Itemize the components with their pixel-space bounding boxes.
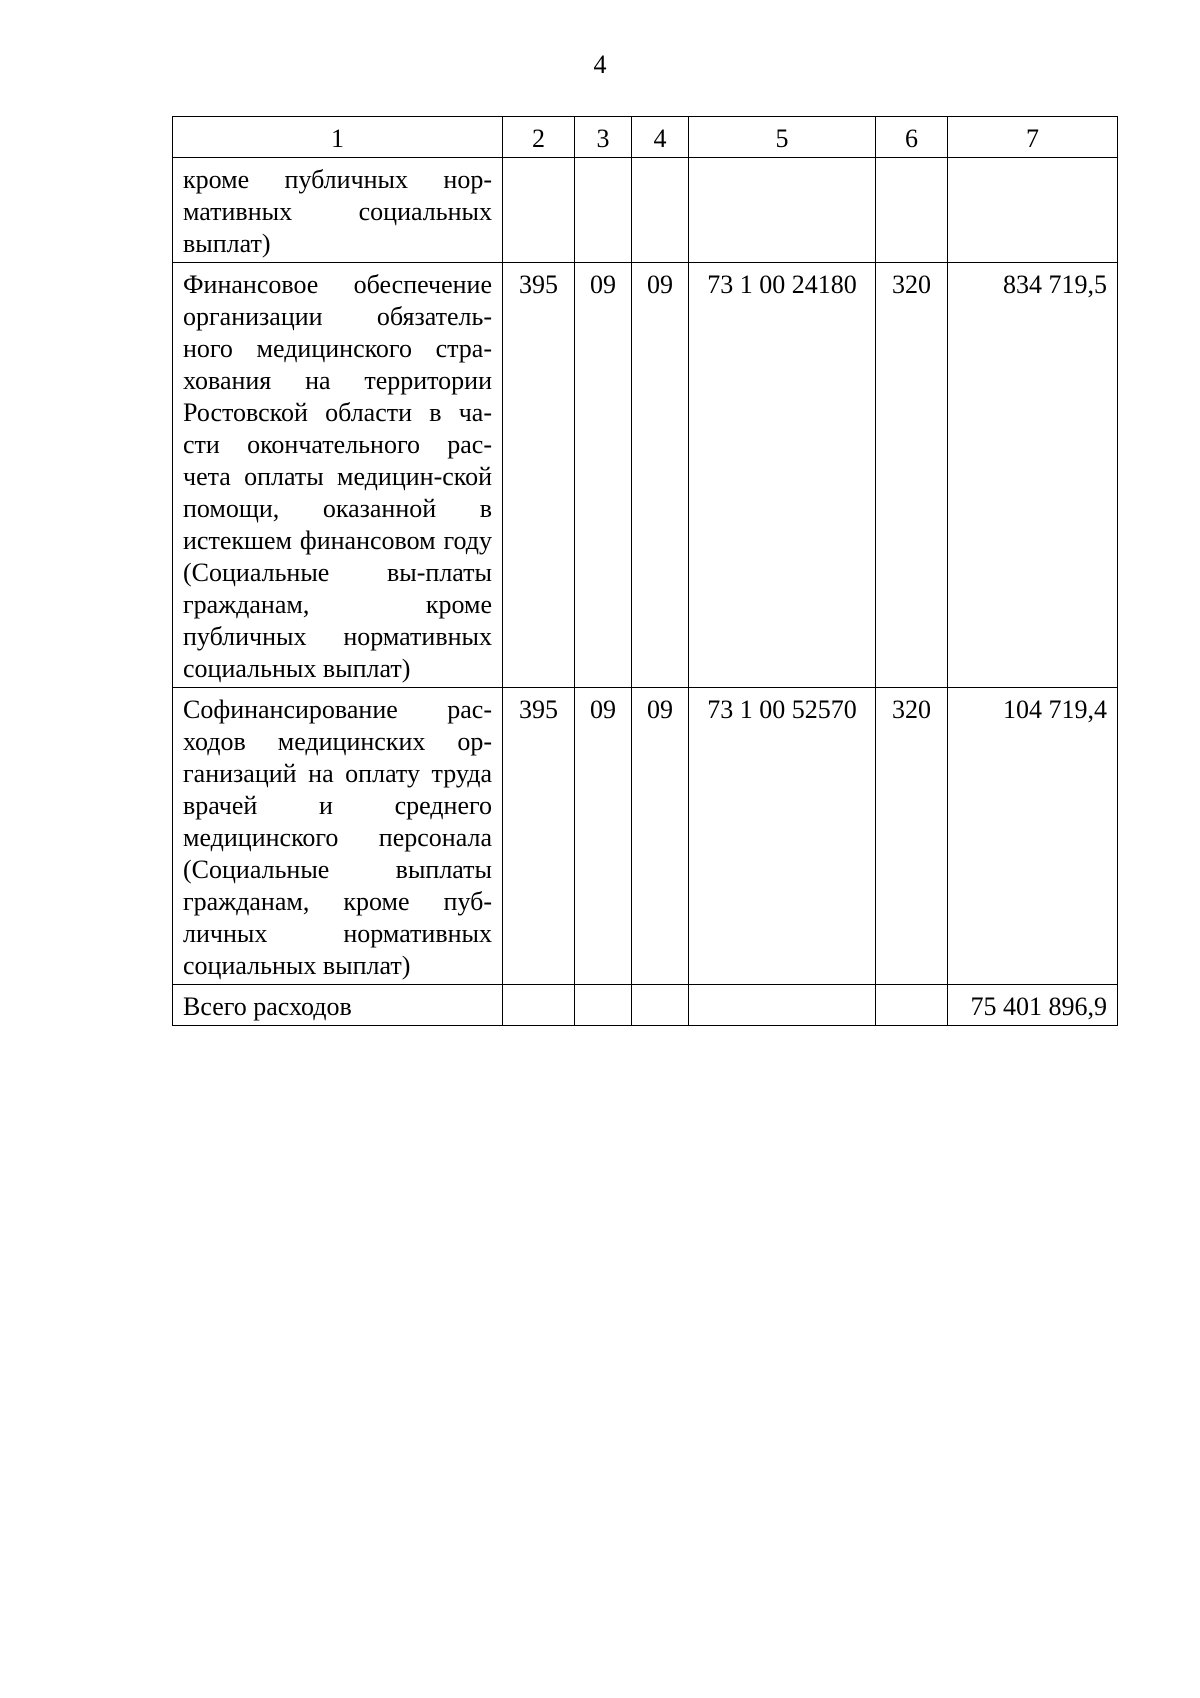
row-code-2: 395 [503, 263, 575, 688]
row-code-4: 09 [632, 688, 689, 985]
column-header-1: 1 [173, 117, 503, 158]
column-header-4: 4 [632, 117, 689, 158]
row-code-6: 320 [876, 263, 948, 688]
total-label: Всего расходов [173, 985, 503, 1026]
row-code-3: 09 [575, 688, 632, 985]
budget-table [172, 116, 1118, 1026]
row-code-5 [689, 158, 876, 263]
row-code-2: 395 [503, 688, 575, 985]
row-code-3 [575, 985, 632, 1026]
row-code-5 [689, 985, 876, 1026]
row-code-6 [876, 158, 948, 263]
column-header-2: 2 [503, 117, 575, 158]
row-code-2 [503, 158, 575, 263]
row-code-6: 320 [876, 688, 948, 985]
row-code-5: 73 1 00 24180 [689, 263, 876, 688]
row-code-4: 09 [632, 263, 689, 688]
page-number: 4 [593, 50, 607, 79]
table-row [173, 263, 1118, 688]
row-code-4 [632, 158, 689, 263]
total-amount: 75 401 896,9 [948, 985, 1118, 1026]
row-description: Софинансирование рас-ходов медицинских ор-ганизаций на оплату труда врачей и среднего медицинского персонала (Социальные выплаты гражданам, кроме пуб-личных нормативных социальных выплат) [173, 688, 503, 985]
row-amount [948, 158, 1118, 263]
table-total-row [173, 985, 1118, 1026]
row-code-5: 73 1 00 52570 [689, 688, 876, 985]
column-header-3: 3 [575, 117, 632, 158]
row-code-3 [575, 158, 632, 263]
table-header-row [173, 117, 1118, 158]
row-amount: 834 719,5 [948, 263, 1118, 688]
table-row [173, 688, 1118, 985]
column-header-6: 6 [876, 117, 948, 158]
row-code-2 [503, 985, 575, 1026]
column-header-7: 7 [948, 117, 1118, 158]
row-code-4 [632, 985, 689, 1026]
row-code-6 [876, 985, 948, 1026]
row-amount: 104 719,4 [948, 688, 1118, 985]
row-code-3: 09 [575, 263, 632, 688]
table-row [173, 158, 1118, 263]
row-description: кроме публичных нор-мативных социальных выплат) [173, 158, 503, 263]
row-description: Финансовое обеспечение организации обязатель-ного медицинского стра-хования на территории Ростовской области в ча-сти окончательного рас-чета оплаты медицин-ской помощи, оказанной в истекшем финансовом году (Социальные вы-платы гражданам, кроме публичных нормативных социальных выплат) [173, 263, 503, 688]
column-header-5: 5 [689, 117, 876, 158]
